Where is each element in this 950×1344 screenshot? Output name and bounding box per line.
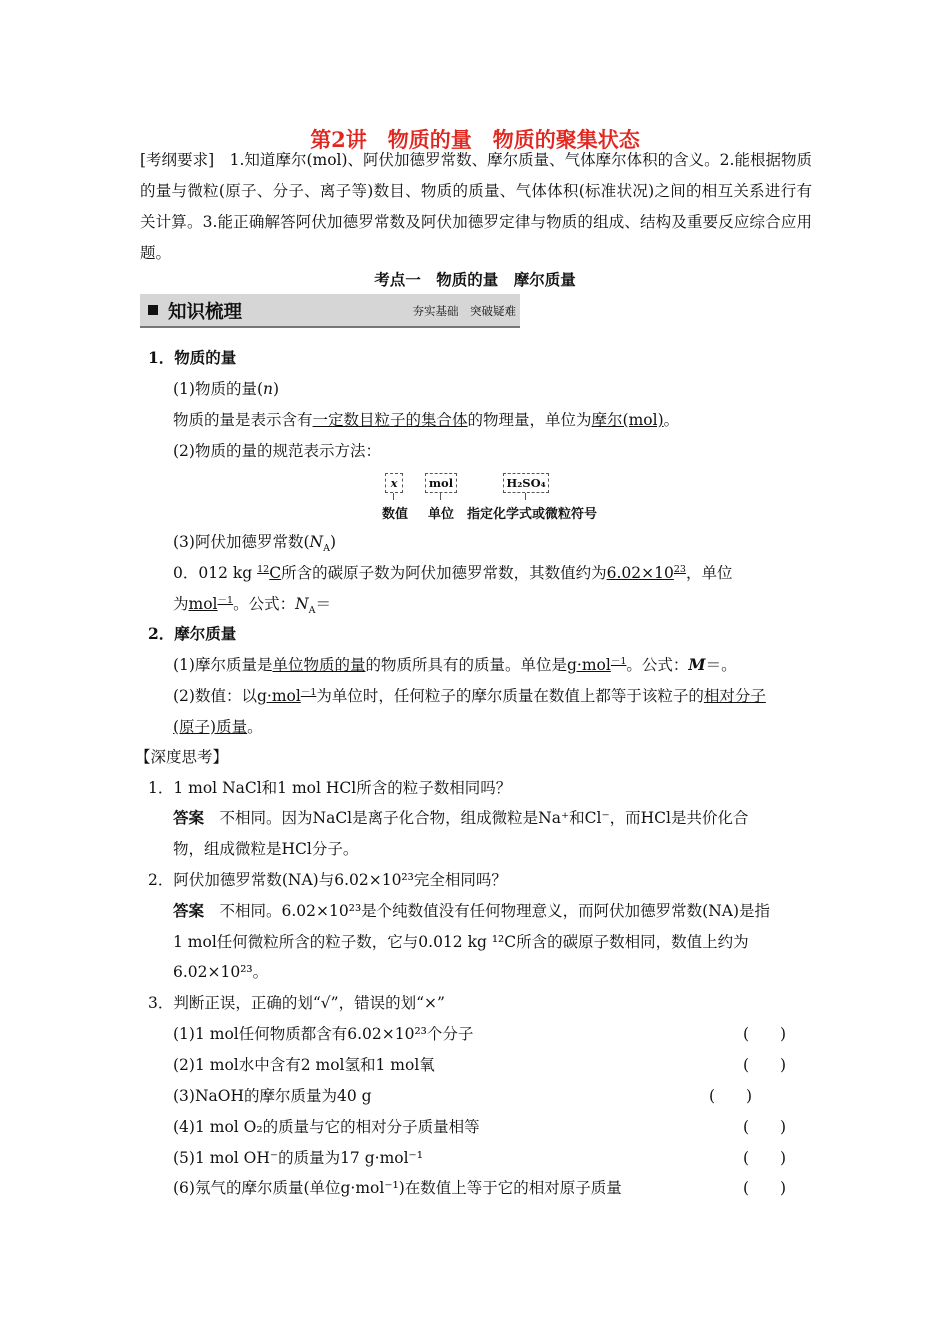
molar-mass-line-2: (2)数值：以g·mol$^{-1}$为单位时，任何粒子的摩尔质量在数值上都等于该粒子的相对分子: [173, 686, 766, 705]
deep-thinking-title: 【深度思考】: [135, 748, 229, 766]
answer-2: 答案 不相同。6.02×10²³是个纯数值没有任何物理意义，而阿伏加德罗常数(NA)是指: [173, 901, 771, 920]
blank-answer: mol: [188, 595, 218, 613]
answer-2-cont: 1 mol任何微粒所含的粒子数，它与0.012 kg ¹²C所含的碳原子数相同，数值上约为: [173, 933, 749, 951]
diagram-caption-unit: 单位: [428, 507, 455, 522]
question-1: 1．1 mol NaCl和1 mol HCl所含的粒子数相同吗？: [148, 779, 512, 797]
knowledge-bar-label: 知识梳理: [168, 302, 243, 323]
blank-answer: g·mol: [256, 687, 301, 705]
answer-1-cont: 物，组成微粒是HCl分子。: [173, 840, 359, 858]
answer-1: 答案 不相同。因为NaCl是离子化合物，组成微粒是Na⁺和Cl⁻，而HCl是共价化合: [173, 808, 749, 827]
judgment-answer-blank[interactable]: ( ): [743, 1025, 787, 1043]
judgment-item: (6)氖气的摩尔质量(单位g·mol⁻¹)在数值上等于它的相对原子质量: [173, 1179, 622, 1197]
answer-label: 答案: [173, 901, 205, 920]
heading-2: 2．摩尔质量: [148, 624, 237, 643]
blank-answer: 单位物质的量: [272, 656, 366, 674]
blank-answer: g·mol: [567, 656, 611, 674]
page-title: 第2讲 物质的量 物质的聚集状态: [310, 127, 640, 152]
blank-answer: 摩尔(mol): [591, 411, 664, 429]
judgment-item: (1)1 mol任何物质都含有6.02×10²³个分子: [173, 1025, 474, 1043]
heading-1: 1．物质的量: [148, 348, 237, 367]
judgment-answer-blank[interactable]: ( ): [743, 1179, 787, 1197]
square-bullet-icon: [148, 305, 158, 315]
diagram-box-value: x: [385, 473, 403, 493]
blank-answer: (原子)质量: [173, 718, 248, 736]
answer-label: 答案: [173, 808, 205, 827]
judgment-item: (4)1 mol O₂的质量与它的相对分子质量相等: [173, 1118, 480, 1136]
judgment-answer-blank[interactable]: ( ): [743, 1149, 787, 1167]
judgment-item: (5)1 mol OH⁻的质量为17 g·mol⁻¹: [173, 1149, 423, 1167]
item-1-1: (1)物质的量(n): [173, 380, 280, 398]
question-2: 2．阿伏加德罗常数(NA)与6.02×10²³完全相同吗？: [148, 871, 507, 889]
molar-mass-line-3: (原子)质量。: [173, 718, 263, 736]
blank-answer: 一定数目粒子的集合体: [312, 411, 468, 429]
knowledge-bar-subtitle: 夯实基础 突破疑难: [412, 304, 516, 318]
question-3: 3．判断正误，正确的划“√”，错误的划“×”: [148, 994, 445, 1012]
requirements-text: 1.知道摩尔(mol)、阿伏加德罗常数、摩尔质量、气体摩尔体积的含义。2.能根据物质的量与微粒(原子、分子、离子等)数目、物质的质量、气体体积(标准状况)之间的相互关系进行有关计算。3.能正确解答阿伏加德罗常数及阿伏加德罗定律与物质的组成、结构及重要反应综合应用题。: [140, 151, 812, 262]
diagram-box-formula: H₂SO₄: [503, 473, 549, 493]
arrow-icon: [393, 493, 394, 500]
avogadro-line-2: 为mol$^{-1}$。公式：$N_A=$: [173, 594, 332, 617]
arrow-icon: [440, 493, 441, 500]
arrow-icon: [525, 493, 526, 500]
avogadro-line: 0．012 kg $^{12}$C所含的碳原子数为阿伏加德罗常数，其数值约为$6.02\times 10^{23}$，单位: [173, 563, 733, 582]
definition-line: 物质的量是表示含有一定数目粒子的集合体的物理量，单位为摩尔(mol)。: [173, 411, 680, 429]
exam-requirements: [140, 145, 812, 269]
molar-mass-line-1: (1)摩尔质量是单位物质的量的物质所具有的质量。单位是g·mol$^{-1}$。公式：M＝。: [173, 655, 737, 674]
judgment-item: (3)NaOH的摩尔质量为40 g: [173, 1087, 372, 1105]
diagram-box-unit: mol: [425, 473, 457, 493]
blank-answer: C: [269, 564, 282, 582]
knowledge-bar: [140, 294, 520, 328]
blank-answer: 6.02×10: [606, 564, 674, 582]
section-heading: 考点一 物质的量 摩尔质量: [374, 270, 576, 289]
diagram-caption-value: 数值: [382, 507, 409, 522]
judgment-item: (2)1 mol水中含有2 mol氢和1 mol氧: [173, 1056, 435, 1074]
blank-answer: 相对分子: [703, 687, 766, 705]
answer-2-cont-2: 6.02×10²³。: [173, 963, 269, 981]
judgment-answer-blank[interactable]: ( ): [743, 1118, 787, 1136]
diagram-caption-formula: 指定化学式或微粒符号: [467, 507, 598, 522]
item-1-2: (2)物质的量的规范表示方法：: [173, 442, 381, 460]
judgment-answer-blank[interactable]: ( ): [709, 1087, 753, 1105]
item-1-3: (3)阿伏加德罗常数$(N_A)$: [173, 533, 337, 555]
requirements-label: [考纲要求]: [140, 151, 215, 169]
judgment-answer-blank[interactable]: ( ): [743, 1056, 787, 1074]
